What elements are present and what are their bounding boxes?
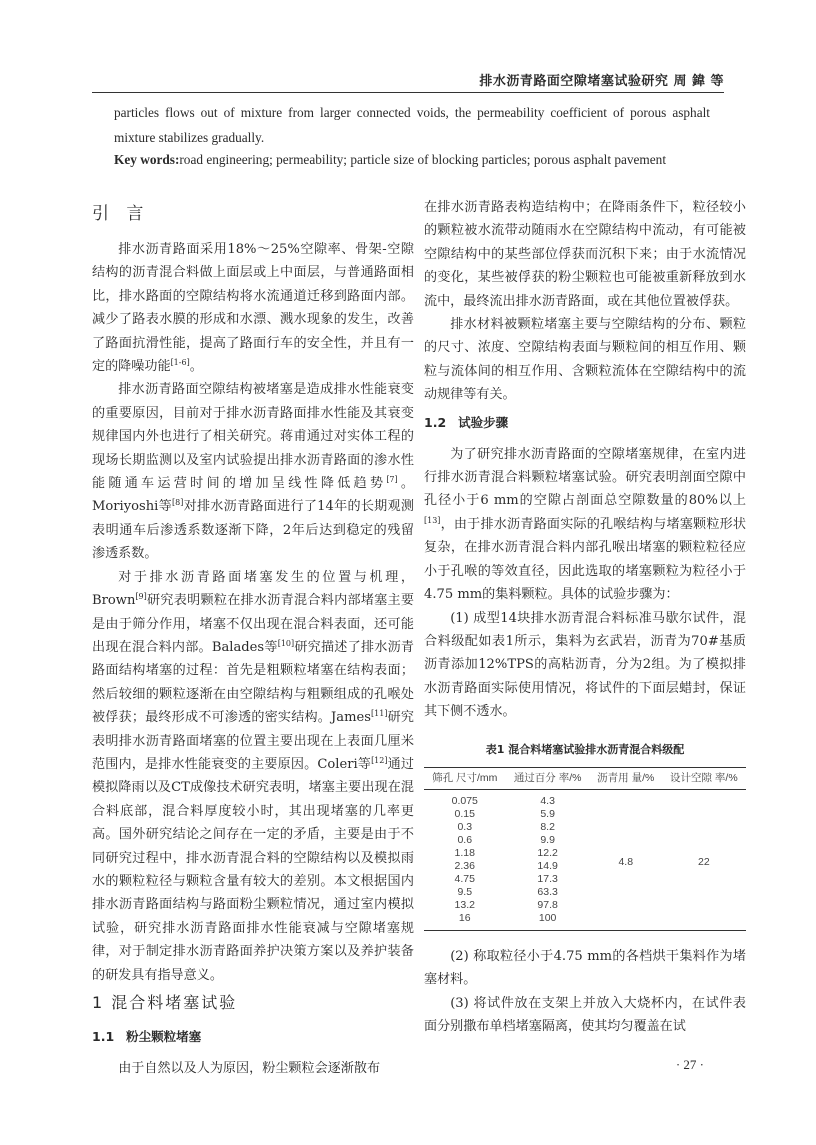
table-1-title: 表1 混合料堵塞试验排水沥青混合料级配 [485, 742, 685, 756]
keywords [114, 150, 710, 170]
citation: [1-6] [170, 358, 190, 368]
subsection-1-1-heading: 1.1 粉尘颗粒堵塞 [92, 1029, 202, 1044]
table-header: 筛孔 尺寸/mm [424, 767, 506, 789]
step-1: (1) 成型14块排水沥青混合料标准马歇尔试件，混合料级配如表1所示，集料为玄武岩，沥青为70#基质沥青添加12%TPS的高粘沥青，分为2组。为了模拟排水沥青路面实际使用情况，将试件的下面层蜡封，保证其下侧不透水。 [424, 610, 746, 720]
table-row: 2.36 14.9 [454, 859, 558, 872]
table-header: 沥青用 量/% [590, 767, 662, 789]
paragraph-blocking-factors: 排水材料被颗粒堵塞主要与空隙结构的分布、颗粒的尺寸、浓度、空隙结构表面与颗粒间的相互作用、颗粒与流体间的相互作用、含颗粒流体在空隙结构中的流动规律等有关。 [424, 317, 746, 403]
header-rule [92, 92, 724, 93]
intro-paragraph-1: 排水沥青路面采用18%～25%空隙率、骨架-空隙结构的沥青混合料做上面层或上中面层，与普通路面相比，排水路面的空隙结构将水流通道迁移到路面内部。减少了路表水膜的形成和水漂、溅水现象的发生，改善了路面抗滑性能，提高了路面行车的安全性，并且有一定的降噪功能[1-6]。 [92, 242, 414, 375]
table-row: 1.18 12.2 [454, 846, 558, 859]
step-2: (2) 称取粒径小于4.75 mm的各档烘干集料作为堵塞材料。 [424, 948, 746, 988]
citation: [12] [371, 755, 388, 765]
left-column [92, 198, 414, 1080]
asphalt-content-cell: 4.8 [618, 855, 634, 868]
table-row: 13.2 97.8 [454, 898, 558, 911]
citation: [7] [386, 475, 398, 485]
page-number: · 27 · [675, 1057, 704, 1072]
table-row: 16 100 [458, 911, 557, 924]
subsection-1-2-paragraph: 为了研究排水沥青路面的空隙堵塞规律，在室内进行排水沥青混合料颗粒堵塞试验。研究表明剖面空隙中孔径小于6 mm的空隙占剖面总空隙数量的80%以上[13]，由于排水沥青路面实际的孔喉结构与堵塞颗粒形状复杂，在排水沥青混合料内部孔喉出堵塞的颗粒粒径应小于孔喉的等效直径，因此选取的堵塞颗粒为粒径小于4.75 mm的集料颗粒。具体的试验步骤为： [424, 446, 746, 603]
section-1-heading: 1 混合料堵塞试验 [92, 993, 238, 1012]
keywords-text: road engineering; permeability; particle size of blocking particles; porous asphalt pavement [179, 152, 667, 167]
intro-paragraph-3: 对于排水沥青路面堵塞发生的位置与机理，Brown[9]研究表明颗粒在排水沥青混合料内部堵塞主要是由于筛分作用，堵塞不仅出现在混合料表面，还可能出现在混合料内部。Balades等[10]研究描述了排水沥青路面结构堵塞的过程：首先是粗颗粒堵塞在结构表面；然后较细的颗粒逐渐在由空隙结构与粗颗组成的孔喉处被俘获；最终形成不可渗透的密实结构。James[11]研究表明排水沥青路面堵塞的位置主要出现在上表面几厘米范围内，是排水性能衰变的主要原因。Coleri等[12]通过模拟降雨以及CT成像技术研究表明，堵塞主要出现在混合料底部，混合料厚度较小时，其出现堵塞的几率更高。国外研究结论之间存在一定的矛盾，主要是由于不同研究过程中，排水沥青混合料的空隙结构以及模拟雨水的颗粒粒径与颗粒含量有较大的差别。本文根据国内排水沥青路面结构与路面粉尘颗粒情况，通过室内模拟试验，研究排水沥青路面排水性能衰减与空隙堵塞规律，对于制定排水沥青路面养护决策方案以及养护装备的研发具有指导意义。 [92, 569, 415, 983]
citation: [8] [171, 498, 184, 508]
table-header: 设计空隙 率/% [662, 767, 746, 789]
running-head: 排水沥青路面空隙堵塞试验研究 周 鍏 等 [479, 74, 724, 89]
citation: [11] [371, 709, 388, 719]
subsection-1-2-heading: 1.2 试验步骤 [424, 414, 509, 430]
table-header: 通过百分 率/% [506, 767, 590, 789]
table-row: 0.6 9.9 [457, 833, 555, 846]
design-voids-cell: 22 [698, 855, 710, 868]
continued-paragraph: 在排水沥青路表构造结构中；在降雨条件下，粒径较小的颗粒被水流带动随雨水在空隙结构中流动，有可能被空隙结构中的某些部位俘获而沉积下来；由于水流情况的变化，某些被俘获的粉尘颗粒也可能被重新释放到水流中，最终流出排水沥青路面，或在其他位置被俘获。 [424, 200, 746, 309]
step-3: (3) 将试件放在支架上并放入大烧杯内，在试件表面分别撒布单档堵塞隔离，使其均匀覆盖在试 [424, 995, 746, 1035]
table-row: 9.5 63.3 [457, 885, 558, 898]
gradation-table [424, 767, 746, 931]
table-row: 0.3 8.2 [457, 820, 555, 833]
subsection-1-1-paragraph: 由于自然以及人为原因，粉尘颗粒会逐渐散布 [118, 1061, 381, 1076]
table-row: 4.75 17.3 [454, 872, 558, 885]
citation: [13] [424, 515, 441, 525]
table-row: 0.075 4.3 4.8 22 [424, 789, 746, 808]
right-column [424, 196, 746, 1039]
intro-heading: 引 言 [92, 204, 150, 224]
keywords-label: Key words: [114, 152, 180, 167]
table-row: 0.15 5.9 [454, 807, 555, 820]
citation: [10] [277, 638, 295, 648]
intro-paragraph-2: 排水沥青路面空隙结构被堵塞是造成排水性能衰变的重要原因，目前对于排水沥青路面排水性能及其衰变规律国内外也进行了相关研究。蒋甫通过对实体工程的现场长期监测以及室内试验提出排水沥青路面的渗水性能随通车运营时间的增加呈线性降低趋势[7]。Moriyoshi等[8]对排水沥青路面进行了14年的长期观测表明通车后渗透系数逐渐下降，2年后达到稳定的残留渗透系数。 [92, 382, 415, 562]
citation: [9] [135, 592, 147, 602]
abstract-tail: particles flows out of mixture from larger connected voids, the permeability coefficient of porous asphalt mixture stabilizes gradually. [114, 105, 710, 145]
